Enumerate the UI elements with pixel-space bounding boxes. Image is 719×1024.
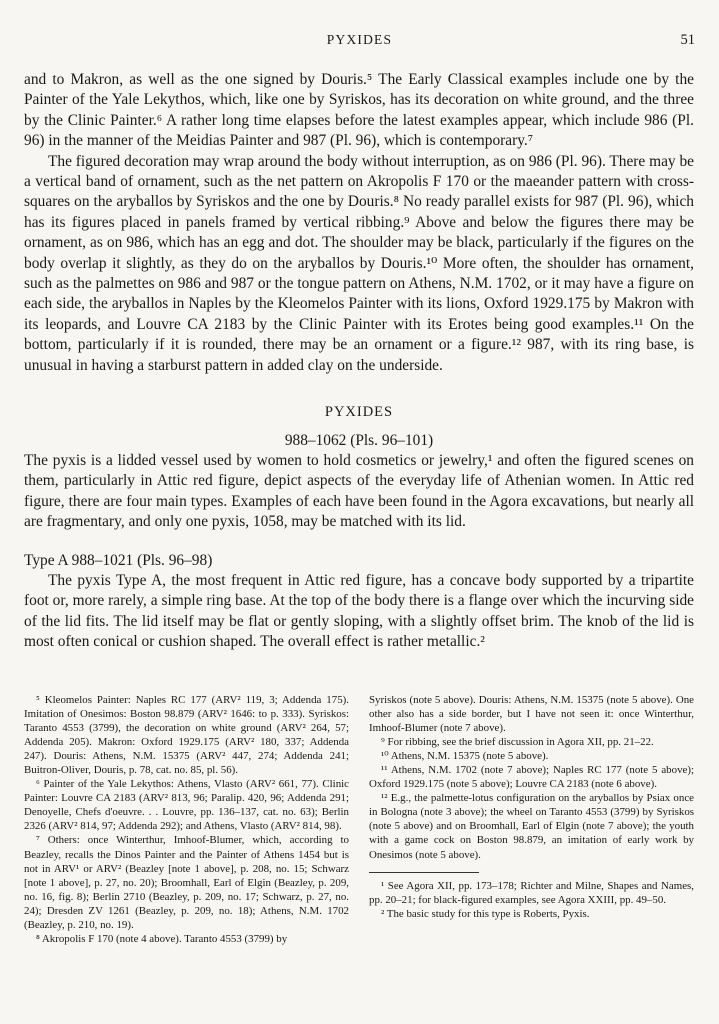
paragraph-type-a: The pyxis Type A, the most frequent in Attic red figure, has a concave body supported by a tripartite foot or, more rarely, a simple ring base. At the top of the body there is a flange over which the incurving side of the lid fits. The lid itself may be flat or gently sloping, with a slightly offset brim. The knob of the lid is most often conical or cushion shaped. The overall effect is rather metallic.² <box>24 571 694 651</box>
footnotes-right-column <box>369 693 694 921</box>
footnote-9: ⁹ For ribbing, see the brief discussion in Agora XII, pp. 21–22. <box>381 736 654 749</box>
running-title: PYXIDES <box>326 32 393 47</box>
footnote-5: ⁵ Kleomelos Painter: Naples RC 177 (ARV² 119, 3; Addenda 175). Imitation of Onesimos: Boston 98.879 (ARV² 1646: to p. 333). Syriskos: Taranto 4553 (3799), the decoration on white ground (ARV² 264, 57; Addenda 205). Makron: Oxford 1929.175 (ARV² 180, 337; Addenda 247). Douris: Athens, N.M. 15375 (ARV² 447, 274; Addenda 241; Buitron-Oliver, Douris, p. 78, cat. no. 85, pl. 56). <box>24 694 349 777</box>
section-title: PYXIDES <box>324 404 394 421</box>
footnote-8: ⁸ Akropolis F 170 (note 4 above). Taranto 4553 (3799) by <box>36 932 288 945</box>
section-footnote-2: ² The basic study for this type is Roberts, Pyxis. <box>381 907 590 920</box>
footnote-7: ⁷ Others: once Winterthur, Imhoof-Blumer, which, according to Beazley, recalls the Dinos Painter and the Painter of Athens 1454 but is not in ARV¹ or ARV² (Beazley [note 1 above], p. 208, no. 15; Schwarz [note 1 above], p. 27, no. 20); Broomhall, Earl of Elgin (Beazley, p. 209, no. 16, fig. 8); Berlin 2710 (Beazley, p. 209, no. 17; Schwarz, p. 27, no. 24); Dresden ZV 1261 (Beazley, p. 209, no. 18); Athens, N.M. 1702 (Beazley, p. 210, no. 19). <box>24 834 349 931</box>
footnotes-left-column <box>24 693 349 946</box>
main-text <box>24 70 694 653</box>
page-header <box>24 32 695 54</box>
footnote-12: ¹² E.g., the palmette-lotus configuration on the aryballos by Psiax once in Bologna (note 3 above); the wheel on Taranto 4553 (3799) by Syriskos (note 5 above) and on Broomhall, Earl of Elgin (note 7 above); the youth with a game cock on Boston 98.879, an imitation of early work by Onesimos (note 5 above). <box>369 792 694 861</box>
paragraph-figured-decoration: The figured decoration may wrap around the body without interruption, as on 986 (Pl. 96). There may be a vertical band of ornament, such as the net pattern on Akropolis F 170 or the maeander pattern with cross-squares on the aryballos by Syriskos and the one by Douris.⁸ No ready parallel exists for 987 (Pl. 96), which has its figures placed in panels framed by vertical ribbing.⁹ Above and below the figures there may be ornament, as on 986, which has an egg and dot. The shoulder may be black, particularly if the figures on the body overlap it slightly, as they do on the aryballos by Douris.¹⁰ More often, the shoulder has ornament, such as the palmettes on 986 and 987 or the tongue pattern on Athens, N.M. 1702, or it may have a figure on each side, the aryballos in Naples by the Kleomelos Painter with its lions, Oxford 1929.175 by Makron with its leopards, and Louvre CA 2183 by the Clinic Painter with its Erotes being good examples.¹¹ On the bottom, particularly if it is rounded, there may be an ornament or a figure.¹² 987, with its ring base, is unusual in having a starburst pattern in added clay on the underside. <box>24 152 694 374</box>
type-a-heading: Type A 988–1021 (Pls. 96–98) <box>24 551 213 569</box>
paragraph-pyxis-intro: The pyxis is a lidded vessel used by women to hold cosmetics or jewelry,¹ and often the figured scenes on them, particularly in Attic red figure, depict aspects of the everyday life of Athenian women. In Attic red figure, there are four main types. Examples of each have been found in the Agora excavations, but nearly all are fragmentary, and only one pyxis, 1058, may be matched with its lid. <box>24 451 694 531</box>
footnote-10: ¹⁰ Athens, N.M. 15375 (note 5 above). <box>381 750 549 763</box>
section-footnote-1: ¹ See Agora XII, pp. 173–178; Richter and Milne, Shapes and Names, pp. 20–21; for black-figured examples, see Agora XXIII, pp. 49–50. <box>369 879 694 906</box>
section-catalogue-range: 988–1062 (Pls. 96–101) <box>284 431 434 449</box>
section-footnote-rule <box>369 872 479 873</box>
footnote-11: ¹¹ Athens, N.M. 1702 (note 7 above); Naples RC 177 (note 5 above); Oxford 1929.175 (note 5 above); Louvre CA 2183 (note 6 above). <box>369 764 694 791</box>
page-number: 51 <box>680 32 695 48</box>
paragraph-aryballoi-examples: and to Makron, as well as the one signed by Douris.⁵ The Early Classical examples include one by the Painter of the Yale Lekythos, which, like one by Syriskos, has its decoration on white ground, and the three by the Clinic Painter.⁶ A rather long time elapses before the latest examples appear, which include 986 (Pl. 96) in the manner of the Meidias Painter and 987 (Pl. 96), which is contemporary.⁷ <box>24 71 694 150</box>
footnote-6: ⁶ Painter of the Yale Lekythos: Athens, Vlasto (ARV² 661, 77). Clinic Painter: Louvre CA 2183 (ARV² 813, 96; Paralip. 420, 96; Addenda 291; Denoyelle, Chefs d'oeuvre. . . Louvre, pp. 136–137, cat. no. 63); Berlin 2326 (ARV² 814, 97; Addenda 292); and Athens, Vlasto (ARV² 814, 98). <box>24 778 349 833</box>
footnote-8-continued: Syriskos (note 5 above). Douris: Athens, N.M. 15375 (note 5 above). One other also has a side border, but I have not seen it: once Winterthur, Imhoof-Blumer (note 7 above). <box>369 694 694 735</box>
